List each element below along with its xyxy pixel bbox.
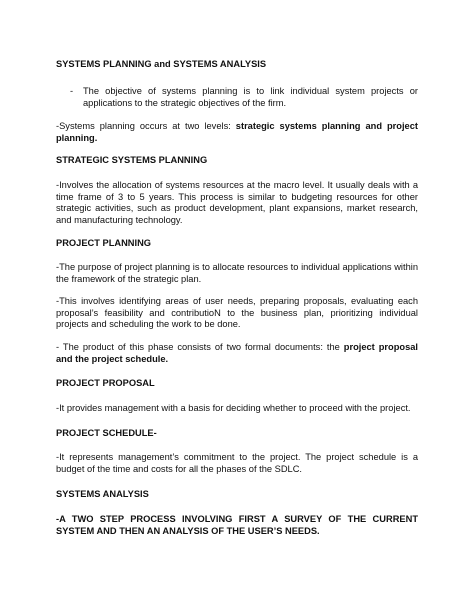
- project-proposal-heading: PROJECT PROPOSAL: [56, 378, 155, 388]
- bullet-marker: -: [70, 86, 74, 96]
- project-proposal-paragraph: -It provides management with a basis for deciding whether to proceed with the project.: [56, 403, 411, 413]
- planning-levels-prefix: -Systems planning occurs at two levels:: [56, 121, 236, 131]
- strategic-heading: STRATEGIC SYSTEMS PLANNING: [56, 155, 208, 165]
- project-planning-paragraph-3-prefix: - The product of this phase consists of two formal documents: the: [56, 342, 344, 352]
- project-planning-paragraph-3: [56, 342, 418, 365]
- project-planning-paragraph-2: -This involves identifying areas of user needs, preparing proposals, evaluating each proposal’s feasibility and contributioN to the business plan, prioritizing individual projects and scheduling the work to be done.: [56, 296, 418, 330]
- objective-text: The objective of systems planning is to link individual system projects or applications to the strategic objectives of the firm.: [83, 86, 418, 108]
- planning-levels-paragraph: [56, 121, 418, 144]
- project-schedule-paragraph: -It represents management’s commitment to the project. The project schedule is a budget of the time and costs for all the phases of the SDLC.: [56, 452, 418, 474]
- systems-analysis-heading: SYSTEMS ANALYSIS: [56, 489, 149, 499]
- document-title: SYSTEMS PLANNING and SYSTEMS ANALYSIS: [56, 59, 267, 69]
- project-planning-paragraph-3-bold: project proposal and the project schedule.: [56, 342, 418, 364]
- project-planning-paragraph-1: -The purpose of project planning is to allocate resources to individual applications within the framework of the strategic plan.: [56, 262, 418, 284]
- project-planning-heading: PROJECT PLANNING: [56, 238, 152, 248]
- planning-levels-bold: strategic systems planning and project planning.: [56, 121, 418, 143]
- project-schedule-heading: PROJECT SCHEDULE-: [56, 428, 157, 438]
- strategic-paragraph: -Involves the allocation of systems resources at the macro level. It usually deals with a time frame of 3 to 5 years. This process is similar to budgeting resources for other strategic activities, such as product development, plant expansions, market research, and manufacturing technology.: [56, 180, 418, 225]
- systems-analysis-paragraph: -A TWO STEP PROCESS INVOLVING FIRST A SURVEY OF THE CURRENT SYSTEM AND THEN AN ANALYSIS OF THE USER’S NEEDS.: [56, 514, 418, 536]
